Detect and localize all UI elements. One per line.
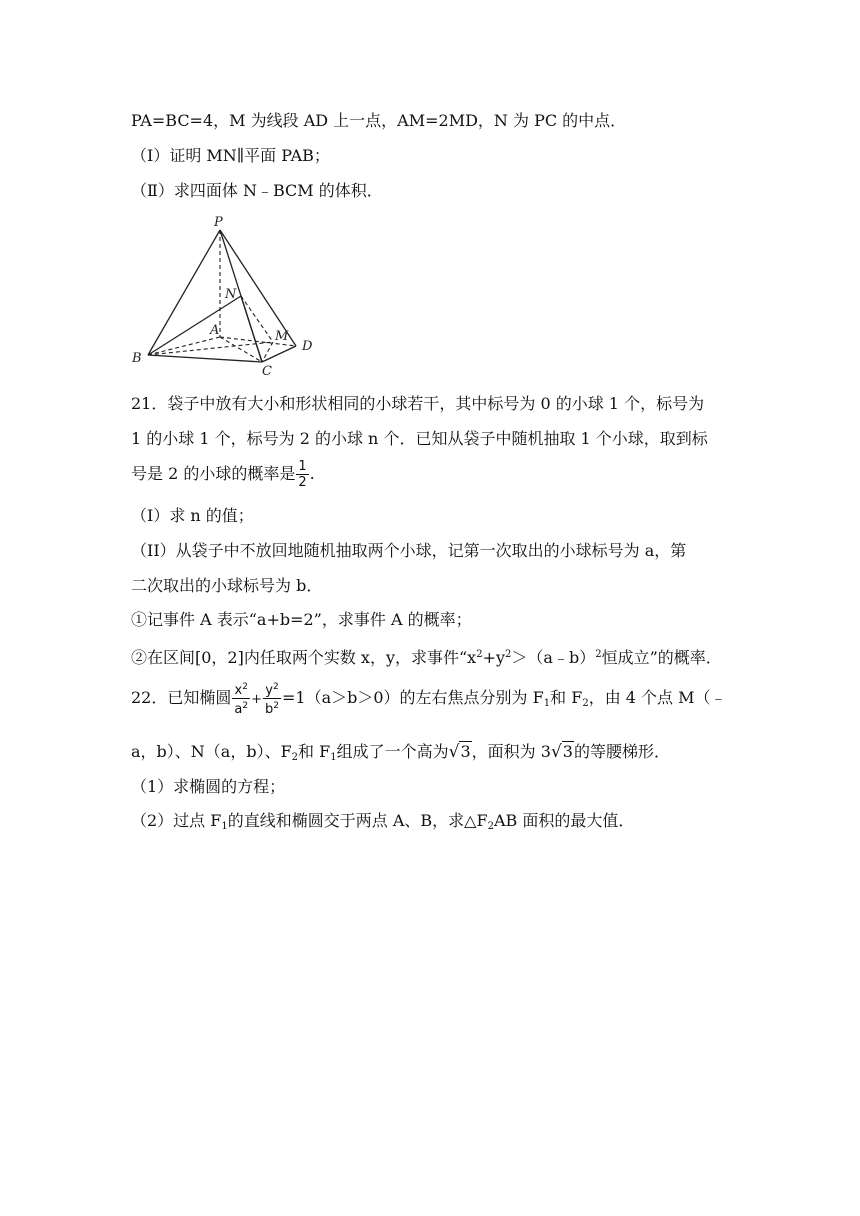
p21-part-2: （II）从袋子中不放回地随机抽取两个小球，记第一次取出的小球标号为 a，第 xyxy=(131,541,687,560)
p20-part-2: （Ⅱ）求四面体 N﹣BCM 的体积． xyxy=(131,181,383,200)
tetrahedron-figure xyxy=(128,212,318,377)
fraction-one-half: $\frac{1}{2}$ xyxy=(298,459,307,490)
p22-part-1: （1）求椭圆的方程； xyxy=(131,777,286,796)
edge-BM xyxy=(148,342,273,355)
p20-part-1: （Ⅰ）证明 MN∥平面 PAB； xyxy=(131,146,330,165)
sqrt-3-area: √3 xyxy=(550,742,573,762)
sqrt-3: √3 xyxy=(448,742,471,762)
p21-sub-2: ②在区间[0，2]内任取两个实数 x，y，求事件“$x^2+y^2>(a﹣b)^2$恒成立”的概率． xyxy=(131,648,722,667)
p22-part-2: （2）过点 $F_1$的直线和椭圆交于两点 A、B，求$\triangle F_2AB$ 面积的最大值． xyxy=(131,811,635,832)
label-M: M xyxy=(275,329,289,344)
label-C: C xyxy=(262,364,272,377)
edge-BN xyxy=(148,296,241,355)
edge-BC xyxy=(148,355,262,362)
p21-part-1: （I）求 n 的值； xyxy=(131,506,254,525)
edge-BA xyxy=(148,337,220,355)
p20-line-1: PA=BC=4，M 为线段 AD 上一点，AM=2MD，N 为 PC 的中点． xyxy=(131,111,627,130)
edge-CD xyxy=(262,346,296,362)
p21-line-3-text: 号是 2 的小球的概率是 xyxy=(131,464,296,483)
label-A: A xyxy=(210,323,220,338)
fraction-y2-b2: $\frac{y^2}{b^2}$ xyxy=(264,682,279,717)
p21-line-3: 号是 2 的小球的概率是 $\frac{1}{2}$ . xyxy=(131,459,315,490)
p21-sub-1: ①记事件 A 表示“a+b=2”，求事件 A 的概率； xyxy=(131,610,472,629)
label-N: N xyxy=(225,287,237,302)
edge-NC xyxy=(241,296,262,362)
p22-line-1: 22．已知椭圆 $\frac{x^2}{a^2}$ + $\frac{y^2}{b^2}$ =1（a＞b＞0）的左右焦点分别为 $F_1$和 $F_2$，由 4 个点 M（﹣ xyxy=(131,682,727,717)
fraction-x2-a2: $\frac{x^2}{a^2}$ xyxy=(234,682,249,717)
p22-line-2: a，b）、N（a，b）、$F_2$和 $F_1$组成了一个高为√3，面积为 3√3的等腰梯形． xyxy=(131,742,670,763)
p21-line-2: 1 的小球 1 个，标号为 2 的小球 n 个．已知从袋子中随机抽取 1 个小球，取到标 xyxy=(131,429,708,448)
p21-line-1: 21．袋子中放有大小和形状相同的小球若干，其中标号为 0 的小球 1 个，标号为 xyxy=(131,394,705,413)
p21-part-2-cont: 二次取出的小球标号为 b． xyxy=(131,576,323,595)
label-D: D xyxy=(302,339,313,354)
label-P: P xyxy=(214,215,223,230)
label-B: B xyxy=(132,351,142,366)
